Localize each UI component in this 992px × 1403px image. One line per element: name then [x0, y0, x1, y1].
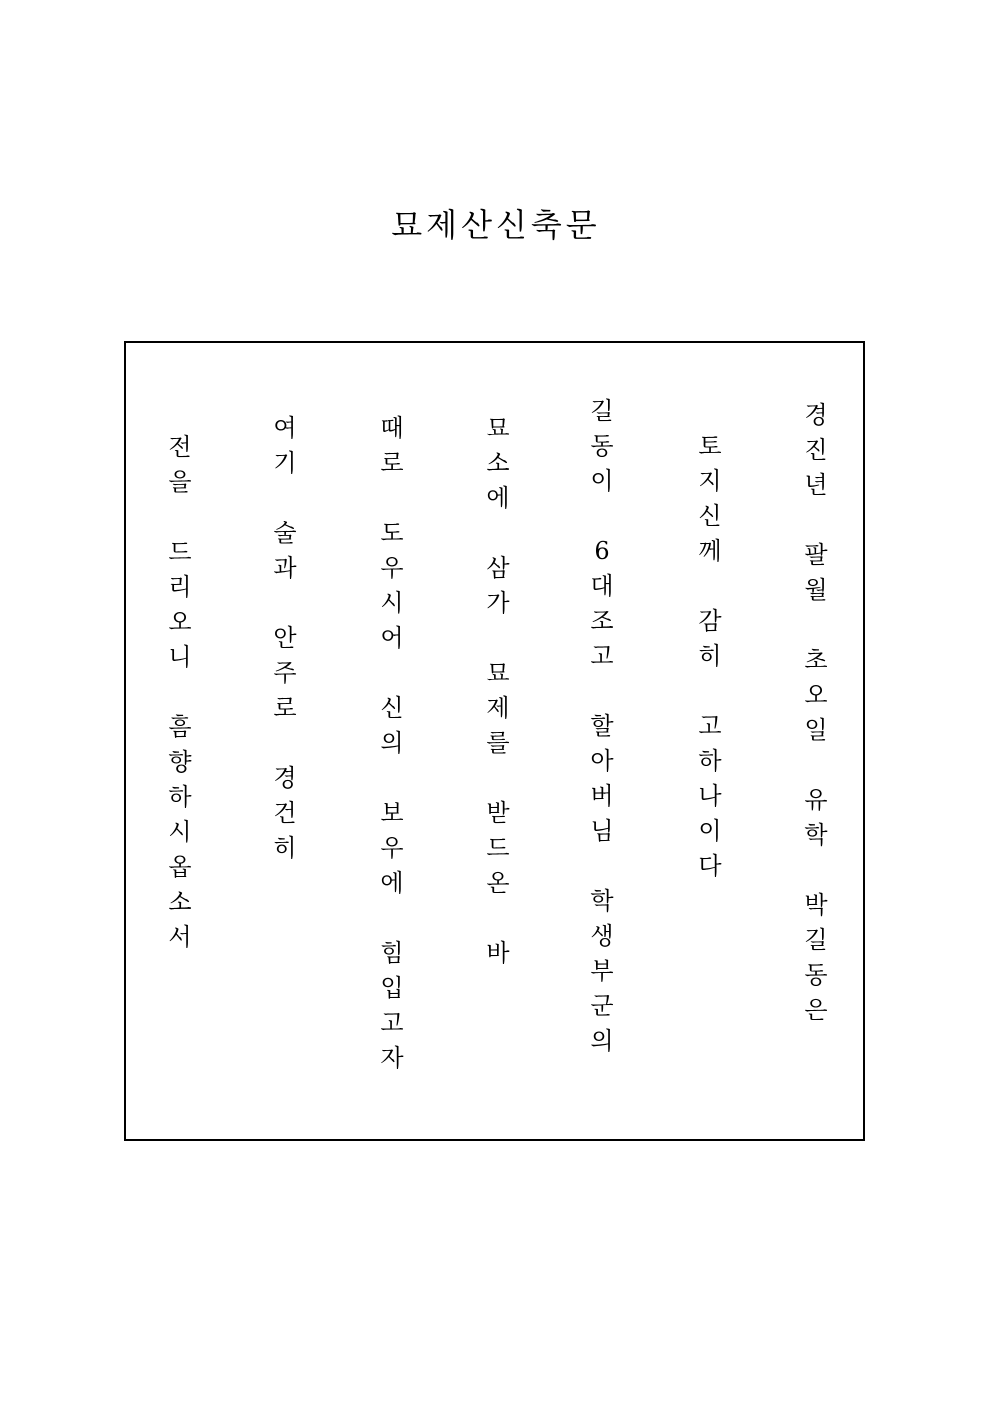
column-glyph: 할	[590, 712, 614, 740]
text-column-3	[582, 394, 622, 1059]
column-glyph: 경	[804, 401, 828, 429]
column-gap	[796, 748, 836, 783]
column-glyph: 이	[590, 467, 614, 495]
column-glyph: 도	[380, 519, 404, 547]
column-glyph: 흠	[168, 713, 192, 741]
column-gap	[690, 569, 730, 604]
column-glyph: 유	[804, 786, 828, 814]
column-glyph: 입	[380, 974, 404, 1002]
column-glyph: 의	[380, 729, 404, 757]
column-glyph: 길	[804, 926, 828, 954]
text-column-1	[796, 398, 836, 1028]
column-glyph: 월	[804, 576, 828, 604]
column-glyph: 군	[590, 992, 614, 1020]
column-glyph: 를	[486, 729, 510, 757]
column-glyph: 께	[698, 537, 722, 565]
column-glyph: 은	[804, 996, 828, 1024]
column-glyph: 전	[168, 433, 192, 461]
column-glyph: 에	[380, 869, 404, 897]
document-title: 묘제산신축문	[391, 206, 601, 244]
column-glyph: 나	[698, 782, 722, 810]
column-gap	[265, 586, 305, 621]
column-gap	[690, 674, 730, 709]
column-glyph: 학	[804, 821, 828, 849]
column-gap	[372, 656, 412, 691]
column-glyph: 우	[380, 554, 404, 582]
column-glyph: 묘	[486, 659, 510, 687]
column-glyph: 고	[590, 642, 614, 670]
column-glyph: 시	[168, 818, 192, 846]
column-glyph: 기	[273, 449, 297, 477]
column-glyph: 히	[698, 642, 722, 670]
column-gap	[796, 853, 836, 888]
text-column-4	[478, 411, 518, 971]
column-glyph: 팔	[804, 541, 828, 569]
column-glyph: 길	[590, 397, 614, 425]
column-glyph: 에	[486, 484, 510, 512]
column-glyph: 대	[590, 572, 614, 600]
column-gap	[478, 516, 518, 551]
column-glyph: 동	[804, 961, 828, 989]
column-glyph: 보	[380, 799, 404, 827]
column-glyph: 어	[380, 624, 404, 652]
column-glyph: 우	[380, 834, 404, 862]
column-gap	[160, 500, 200, 535]
column-glyph: 초	[804, 646, 828, 674]
column-glyph: 하	[168, 783, 192, 811]
column-glyph: 님	[590, 817, 614, 845]
text-column-5	[372, 411, 412, 1076]
column-glyph: 니	[168, 643, 192, 671]
column-glyph: 하	[698, 747, 722, 775]
column-glyph: 가	[486, 589, 510, 617]
column-glyph: 묘	[486, 414, 510, 442]
column-glyph: 신	[698, 502, 722, 530]
column-glyph: 바	[486, 939, 510, 967]
column-gap	[265, 726, 305, 761]
column-glyph: 진	[804, 436, 828, 464]
column-gap	[582, 499, 622, 534]
column-glyph: 을	[168, 468, 192, 496]
column-glyph: 오	[168, 608, 192, 636]
column-glyph: 드	[486, 834, 510, 862]
column-glyph: 아	[590, 747, 614, 775]
column-glyph: 지	[698, 467, 722, 495]
column-glyph: 일	[804, 716, 828, 744]
column-glyph: 리	[168, 573, 192, 601]
column-glyph: 안	[273, 624, 297, 652]
column-glyph: 소	[168, 888, 192, 916]
column-glyph: 자	[380, 1044, 404, 1072]
column-glyph: 토	[698, 432, 722, 460]
column-glyph: 버	[590, 782, 614, 810]
column-glyph: 6	[594, 537, 610, 565]
column-glyph: 술	[273, 519, 297, 547]
column-glyph: 오	[804, 681, 828, 709]
column-glyph: 로	[273, 694, 297, 722]
column-glyph: 고	[698, 712, 722, 740]
text-column-7	[160, 430, 200, 955]
column-gap	[478, 901, 518, 936]
column-glyph: 건	[273, 799, 297, 827]
column-gap	[160, 675, 200, 710]
column-glyph: 년	[804, 471, 828, 499]
column-gap	[265, 481, 305, 516]
column-glyph: 삼	[486, 554, 510, 582]
column-glyph: 소	[486, 449, 510, 477]
text-column-6	[265, 411, 305, 866]
column-glyph: 주	[273, 659, 297, 687]
column-glyph: 생	[590, 922, 614, 950]
column-glyph: 신	[380, 694, 404, 722]
column-gap	[796, 608, 836, 643]
column-glyph: 고	[380, 1009, 404, 1037]
column-glyph: 조	[590, 607, 614, 635]
column-glyph: 향	[168, 748, 192, 776]
column-glyph: 다	[698, 852, 722, 880]
column-glyph: 이	[698, 817, 722, 845]
column-glyph: 옵	[168, 853, 192, 881]
text-column-2	[690, 429, 730, 884]
column-glyph: 로	[380, 449, 404, 477]
column-glyph: 서	[168, 923, 192, 951]
column-glyph: 동	[590, 432, 614, 460]
column-glyph: 학	[590, 887, 614, 915]
column-glyph: 박	[804, 891, 828, 919]
column-glyph: 여	[273, 414, 297, 442]
column-glyph: 힘	[380, 939, 404, 967]
column-glyph: 시	[380, 589, 404, 617]
column-glyph: 과	[273, 554, 297, 582]
column-gap	[372, 481, 412, 516]
column-glyph: 때	[380, 414, 404, 442]
column-glyph: 감	[698, 607, 722, 635]
column-glyph: 받	[486, 799, 510, 827]
column-glyph: 드	[168, 538, 192, 566]
prayer-text-box	[124, 341, 865, 1141]
column-glyph: 히	[273, 834, 297, 862]
column-glyph: 부	[590, 957, 614, 985]
column-glyph: 온	[486, 869, 510, 897]
column-gap	[582, 674, 622, 709]
column-glyph: 경	[273, 764, 297, 792]
column-glyph: 의	[590, 1027, 614, 1055]
column-gap	[796, 503, 836, 538]
column-gap	[582, 849, 622, 884]
column-gap	[478, 621, 518, 656]
column-gap	[372, 901, 412, 936]
column-gap	[478, 761, 518, 796]
column-gap	[372, 761, 412, 796]
column-glyph: 제	[486, 694, 510, 722]
